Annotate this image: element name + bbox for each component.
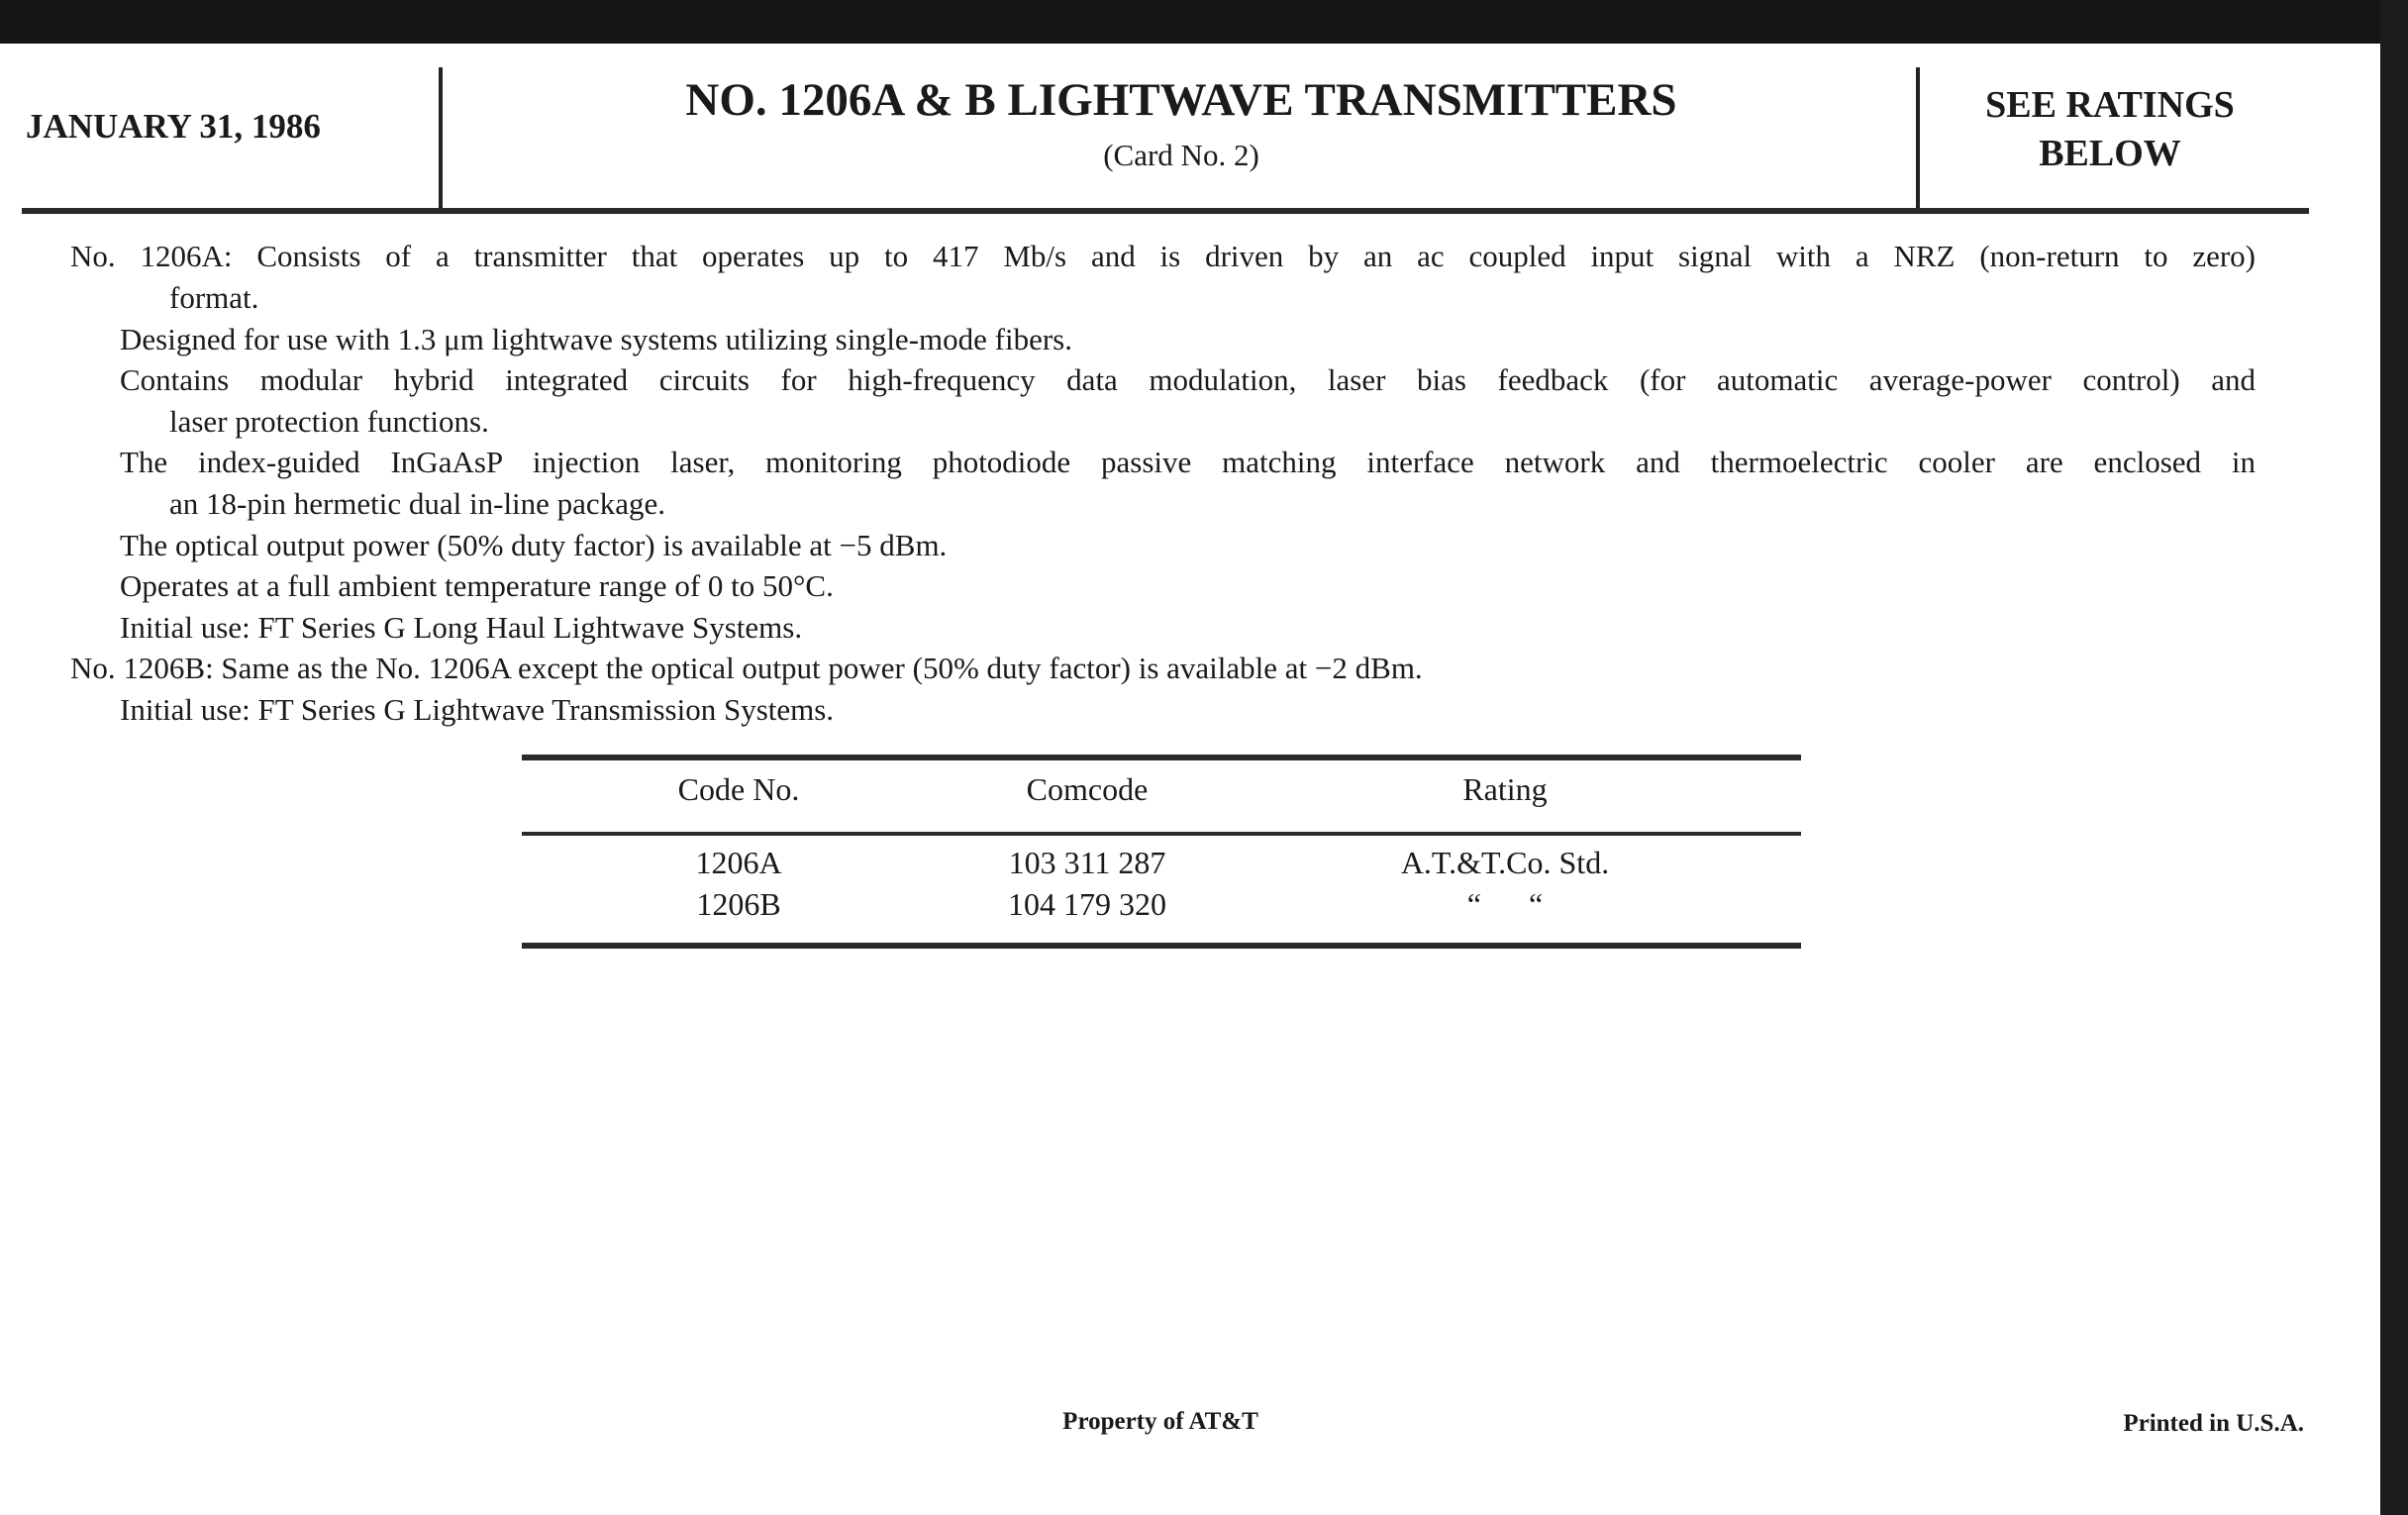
desc-line: Initial use: FT Series G Lightwave Transmission Systems.	[120, 692, 835, 727]
desc-line: The index-guided InGaAsP injection laser, monitoring photodiode passive matching interface network and thermoelectric cooler are enclosed in	[120, 445, 2256, 479]
code-cell: 1206B	[696, 886, 781, 922]
table-top-rule	[522, 755, 1801, 760]
comcode-cell: 104 179 320	[1008, 886, 1166, 922]
desc-line: No. 1206B: Same as the No. 1206A except the optical output power (50% duty factor) is available at −2 dBm.	[70, 651, 1423, 685]
desc-line: format.	[169, 280, 259, 315]
header-divider-left	[439, 67, 443, 210]
rating-cell: A.T.&T.Co. Std.	[1400, 845, 1610, 880]
property-notice: Property of AT&T	[1062, 1408, 1258, 1435]
card-number: (Card No. 2)	[1103, 138, 1259, 172]
desc-line: laser protection functions.	[169, 404, 489, 439]
desc-line: Operates at a full ambient temperature range of 0 to 50°C.	[120, 568, 834, 603]
printed-notice: Printed in U.S.A.	[2123, 1410, 2304, 1437]
desc-line: The optical output power (50% duty factor) is available at −5 dBm.	[120, 528, 948, 562]
comcode-cell: 103 311 287	[1008, 845, 1166, 880]
header-rule	[22, 208, 2309, 214]
column-header-comcode: Comcode	[1026, 771, 1149, 807]
date: JANUARY 31, 1986	[26, 107, 321, 146]
desc-line: Contains modular hybrid integrated circuits for high-frequency data modulation, laser bias feedback (for automatic average-power control) and	[120, 362, 2256, 397]
desc-line: Designed for use with 1.3 μm lightwave systems utilizing single-mode fibers.	[120, 322, 1072, 356]
header-divider-right	[1916, 67, 1920, 210]
column-header-code: Code No.	[677, 771, 800, 807]
ratings-note-line2: BELOW	[2039, 133, 2181, 174]
rating-cell: “ “	[1466, 886, 1544, 922]
ratings-note-line1: SEE RATINGS	[1985, 84, 2235, 126]
scan-border-right	[2380, 0, 2408, 1515]
page-title: NO. 1206A & B LIGHTWAVE TRANSMITTERS	[685, 74, 1677, 126]
code-cell: 1206A	[695, 845, 782, 880]
desc-line: an 18-pin hermetic dual in-line package.	[169, 486, 665, 521]
scan-border-top	[0, 0, 2408, 44]
table-bottom-rule	[522, 943, 1801, 949]
column-header-rating: Rating	[1462, 771, 1548, 807]
table-header-rule	[522, 832, 1801, 836]
desc-line: No. 1206A: Consists of a transmitter that operates up to 417 Mb/s and is driven by an ac coupled input signal with a NRZ (non-return to zero)	[70, 239, 2256, 273]
desc-line: Initial use: FT Series G Long Haul Lightwave Systems.	[120, 610, 803, 645]
